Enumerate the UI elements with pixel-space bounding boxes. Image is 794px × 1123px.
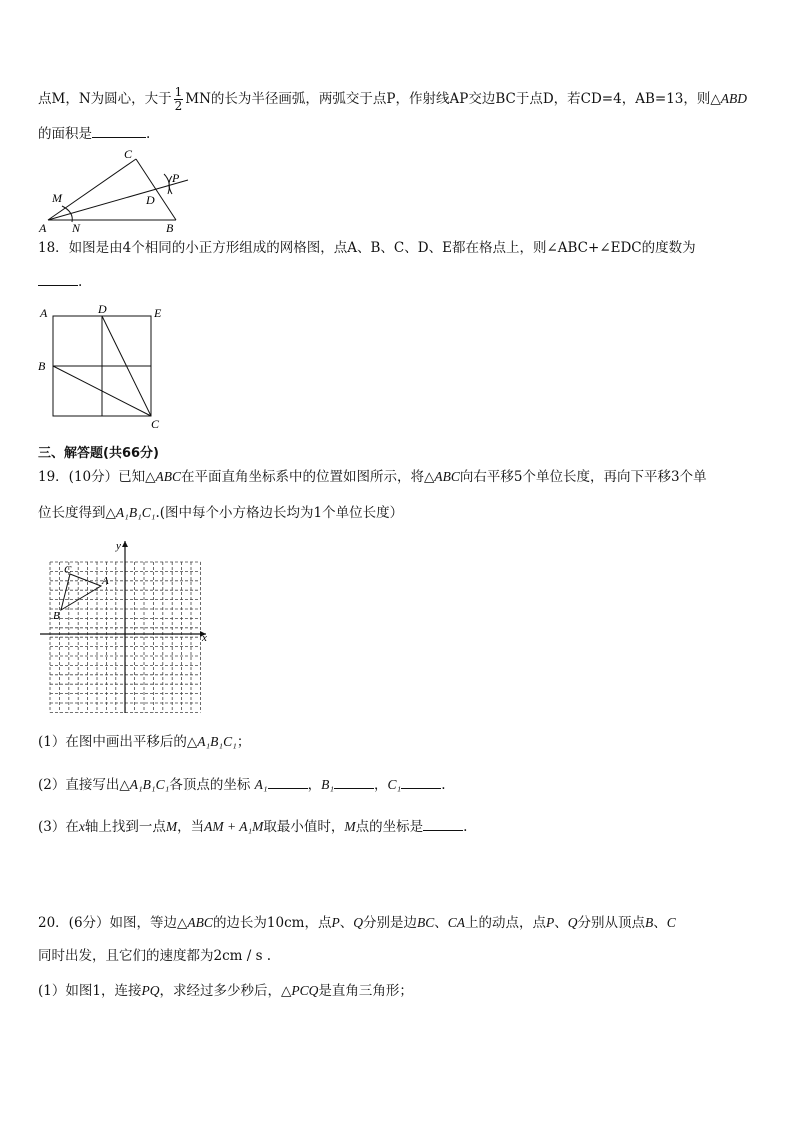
q19-sub3-d: 取最小值时， bbox=[263, 819, 345, 835]
q18-label-d: D bbox=[98, 303, 107, 316]
q20-ca: CA bbox=[447, 915, 466, 930]
q17-label-d: D bbox=[146, 193, 155, 207]
q19-sub3-m2: M bbox=[344, 819, 356, 834]
q19-sub2-b1: B₁ bbox=[321, 777, 335, 792]
q20-sub1 bbox=[38, 981, 413, 1001]
q18-line1: 18．如图是由4个相同的小正方形组成的网格图，点A、B、C、D、E都在格点上，则∠ABC+∠EDC的度数为 bbox=[38, 240, 696, 256]
q20-sep2: 、 bbox=[434, 915, 448, 931]
q17-figure bbox=[38, 144, 198, 236]
q19-sub2-end: . bbox=[441, 777, 446, 793]
q20-line2-text: 同时出发，且它们的速度都为2cm / s . bbox=[38, 948, 272, 964]
q19-sub1-triangle: △A₁B₁C₁ bbox=[186, 734, 237, 749]
q20-triangle-abc: △ABC bbox=[177, 915, 213, 930]
q20-sub1-a: (1）如图1，连接 bbox=[38, 983, 142, 999]
q20-line2 bbox=[38, 946, 271, 966]
q19-triangle-a1b1c1: △A₁B₁C₁ bbox=[105, 505, 156, 520]
q17-label-c: C bbox=[124, 147, 133, 161]
q17-line1-b: MN的长为半径画弧，两弧交于点P，作射线AP交边BC于点D，若CD=4，AB=13，则 bbox=[185, 91, 711, 107]
q19-line2-b: .(图中每个小方格边长均为1个单位长度） bbox=[155, 505, 404, 521]
q18-line2-end: . bbox=[78, 274, 83, 290]
q17-line-ac bbox=[48, 159, 136, 220]
q17-label-b: B bbox=[166, 221, 174, 235]
q19-sub3-m: M bbox=[165, 819, 178, 834]
q19-label-a: A bbox=[102, 575, 109, 587]
q20-line1-d: 上的动点，点 bbox=[465, 915, 547, 931]
q19-sub1-end: ； bbox=[236, 734, 251, 750]
q19-label-c: C bbox=[64, 564, 72, 576]
q17-label-a: A bbox=[39, 221, 47, 235]
q18-label-e: E bbox=[154, 306, 162, 320]
q19-sub3-a: (3）在 bbox=[38, 819, 79, 835]
q19-sub3-end: . bbox=[463, 819, 468, 835]
q17-line1-a: 点M，N为圆心，大于 bbox=[38, 91, 172, 107]
q17-triangle-abd: △ABD bbox=[710, 91, 747, 106]
q20-sub1-b: ，求经过多少秒后， bbox=[159, 983, 281, 999]
q17-line1 bbox=[38, 86, 747, 113]
q19-label-b: B bbox=[53, 610, 60, 622]
q19-sub3-c: ，当 bbox=[177, 819, 205, 835]
q20-sep4: 、 bbox=[653, 915, 667, 931]
q19-m-answer-blank[interactable] bbox=[423, 816, 463, 831]
q18-figure bbox=[36, 303, 170, 431]
q19-sub2-a: (2）直接写出 bbox=[38, 777, 120, 793]
q20-c: C bbox=[666, 915, 676, 930]
q17-line2-end: . bbox=[146, 126, 151, 142]
q18-answer-blank[interactable] bbox=[38, 271, 78, 286]
q17-label-n: N bbox=[72, 221, 81, 235]
q19-c1-answer-blank[interactable] bbox=[401, 774, 441, 789]
q20-sub1-c: 是直角三角形； bbox=[318, 983, 413, 999]
q19-line1-c: 向右平移5个单位长度，再向下平移3个单 bbox=[459, 469, 707, 485]
q18-label-b: B bbox=[38, 359, 46, 373]
q20-b: B bbox=[645, 915, 654, 930]
q19-triangle-abc bbox=[61, 574, 101, 610]
q17-fraction bbox=[174, 86, 184, 113]
q20-line1-c: 分别是边 bbox=[362, 915, 417, 931]
q20-line1-b: 的边长为10cm，点 bbox=[212, 915, 332, 931]
q19-sub2-c1: C₁ bbox=[387, 777, 402, 792]
q17-line2 bbox=[38, 123, 150, 144]
q19-sub1-a: (1）在图中画出平移后的 bbox=[38, 734, 187, 750]
q20-p: P bbox=[331, 915, 340, 930]
q19-sub3-x: x bbox=[78, 819, 85, 834]
q20-line1-a: 20．(6分）如图，等边 bbox=[38, 915, 178, 931]
q19-label-y: y bbox=[116, 540, 121, 552]
q19-y-axis-arrow bbox=[122, 541, 128, 547]
q17-label-m: M bbox=[52, 191, 62, 205]
q17-ray-ap bbox=[48, 180, 188, 220]
q19-triangle-abc-2: △ABC bbox=[424, 469, 460, 484]
q17-label-p: P bbox=[172, 171, 180, 185]
q17-frac-den: 2 bbox=[174, 99, 183, 113]
q20-q: Q bbox=[353, 915, 363, 930]
section-3-title: 三、解答题(共66分) bbox=[38, 446, 159, 461]
q20-line1-e: 分别从顶点 bbox=[577, 915, 646, 931]
q19-line1-a: 19．(10分）已知 bbox=[38, 469, 146, 485]
q19-b1-answer-blank[interactable] bbox=[334, 774, 374, 789]
q19-coordinate-grid bbox=[40, 537, 212, 715]
q19-line1-b: 在平面直角坐标系中的位置如图所示，将 bbox=[181, 469, 425, 485]
q20-sub1-triangle: △PCQ bbox=[280, 983, 319, 998]
q18-label-a: A bbox=[40, 306, 48, 320]
q19-sub3-e: 点的坐标是 bbox=[355, 819, 424, 835]
q19-sub2 bbox=[38, 774, 446, 795]
q18-line2 bbox=[38, 271, 82, 292]
q20-bc: BC bbox=[416, 915, 435, 930]
q19-sub2-b: 各顶点的坐标 bbox=[169, 777, 251, 793]
q20-sub1-pq: PQ bbox=[141, 983, 160, 998]
q19-sub2-comma1: ， bbox=[307, 777, 322, 793]
q19-line1 bbox=[38, 467, 707, 487]
q19-label-x: x bbox=[202, 632, 207, 644]
q19-sub3-expression: AM + A₁M bbox=[204, 819, 264, 834]
q17-line2-text: 的面积是 bbox=[38, 126, 92, 142]
q17-answer-blank[interactable] bbox=[92, 123, 146, 138]
q19-triangle-abc-1: △ABC bbox=[145, 469, 182, 484]
q20-sep1: 、 bbox=[339, 915, 354, 931]
q18-text bbox=[38, 238, 696, 258]
q20-sep3: 、 bbox=[554, 915, 568, 931]
q19-sub3-b: 轴上找到一点 bbox=[84, 819, 166, 835]
q19-sub2-comma2: ， bbox=[374, 777, 388, 793]
q19-sub1 bbox=[38, 732, 250, 752]
q19-a1-answer-blank[interactable] bbox=[268, 774, 308, 789]
q20-line1 bbox=[38, 913, 676, 933]
q17-frac-num: 1 bbox=[174, 85, 183, 99]
q18-label-c: C bbox=[151, 417, 160, 431]
q19-sub2-a1: A₁ bbox=[254, 777, 268, 792]
q20-p2: P bbox=[546, 915, 555, 930]
q19-line2-a: 位长度得到 bbox=[38, 505, 106, 521]
q19-sub2-triangle: △A₁B₁C₁ bbox=[119, 777, 170, 792]
q19-line2 bbox=[38, 503, 403, 523]
q19-sub3 bbox=[38, 816, 467, 837]
q20-q2: Q bbox=[567, 915, 578, 930]
